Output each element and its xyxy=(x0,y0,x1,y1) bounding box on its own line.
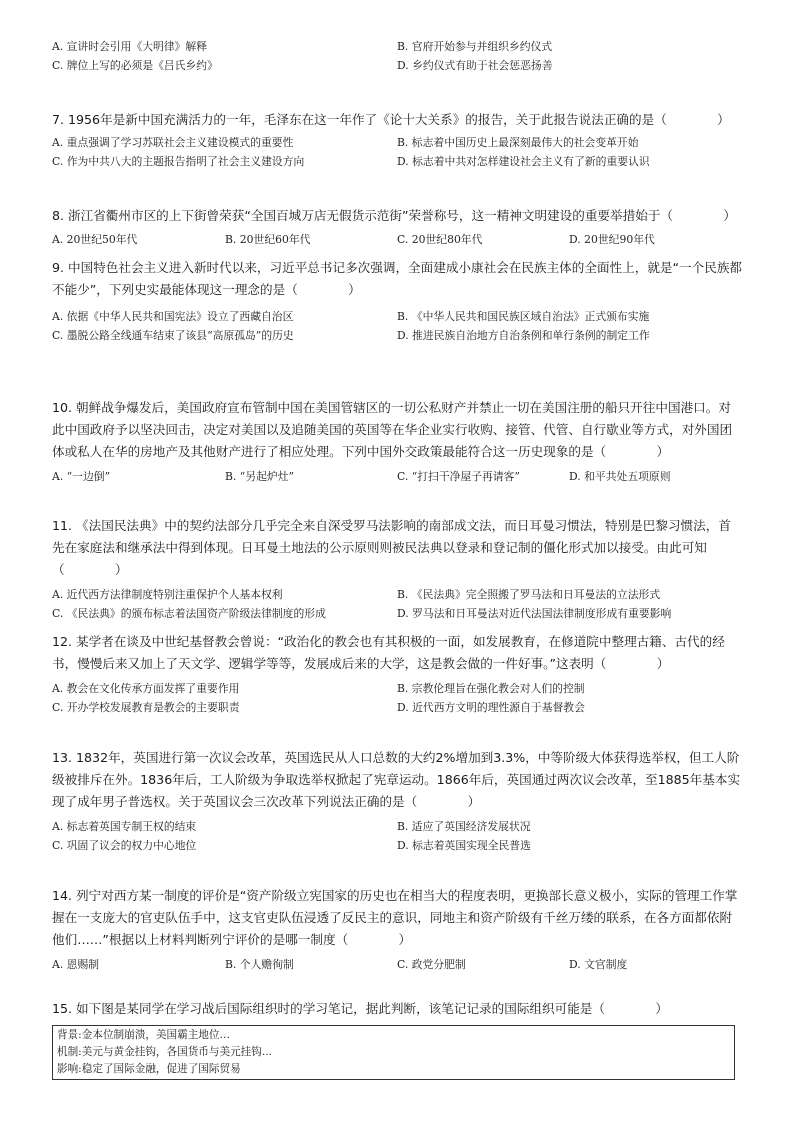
question-14 xyxy=(52,885,742,975)
question-15-stem: 15. 如下图是某同学在学习战后国际组织时的学习笔记，据此判断，该笔记记录的国际组织可能是（ ） xyxy=(52,1001,668,1016)
option-d[interactable]: D. 20世纪90年代 xyxy=(569,233,655,246)
option-c[interactable]: C. 20世纪80年代 xyxy=(397,233,483,246)
option-c[interactable]: C. 巩固了议会的权力中心地位 xyxy=(52,839,197,852)
option-d[interactable]: D. 文官制度 xyxy=(569,958,628,971)
option-a[interactable]: A. “一边倒” xyxy=(52,470,111,483)
question-11 xyxy=(52,515,742,624)
question-11-stem: 11. 《法国民法典》中的契约法部分几乎完全来自深受罗马法影响的南部成文法，而日耳曼习惯法，特别是巴黎习惯法，首先在家庭法和继承法中得到体现。日耳曼土地法的公示原则则被民法典以登录和登记制的僵化形式加以接受。由此可知（ ） xyxy=(52,518,731,577)
question-15 xyxy=(52,998,742,1020)
question-9-stem: 9. 中国特色社会主义进入新时代以来，习近平总书记多次强调，全面建成小康社会在民族主体的全面性上，就是“一个民族都不能少”，下列史实最能体现这一理念的是（ ） xyxy=(52,260,743,297)
option-b[interactable]: B. 适应了英国经济发展状况 xyxy=(397,820,531,833)
question-14-stem: 14. 列宁对西方某一制度的评价是“资产阶级立宪国家的历史也在相当大的程度表明，更换部长意义极小，实际的管理工作掌握在一支庞大的官吏队伍手中，这支官吏队伍浸透了反民主的意识，同地主和资产阶级有千丝万缕的联系，在各方面都依附他们……”根据以上材料判断列宁评价的是哪一制度（ ） xyxy=(52,888,738,947)
option-b[interactable]: B. 宗教伦理旨在强化教会对人们的控制 xyxy=(397,682,585,695)
question-8 xyxy=(52,205,742,250)
option-a[interactable]: A. 近代西方法律制度特别注重保护个人基本权利 xyxy=(52,588,283,601)
option-d[interactable]: D. 罗马法和日耳曼法对近代法国法律制度形成有重要影响 xyxy=(397,607,672,620)
option-a[interactable]: A. 依据《中华人民共和国宪法》设立了西藏自治区 xyxy=(52,310,294,323)
option-c[interactable]: C. 牌位上写的必须是《吕氏乡约》 xyxy=(52,59,218,72)
option-d[interactable]: D. 和平共处五项原则 xyxy=(569,470,671,483)
question-13-stem: 13. 1832年，英国进行第一次议会改革，英国选民从人口总数的大约2%增加到3.3%，中等阶级大体获得选举权，但工人阶级被排斥在外。1836年后，工人阶级为争取选举权掀起了宪章运动。1866年后，英国通过两次议会改革，至1885年基本实现了成年男子普选权。关于英国议会三次改革下列说法正确的是（ ） xyxy=(52,750,741,809)
option-b[interactable]: B. 《中华人民共和国民族区域自治法》正式颁布实施 xyxy=(397,310,650,323)
notes-impact-line: 影响:稳定了国际金融，促进了国际贸易 xyxy=(57,1063,241,1075)
option-b[interactable]: B. “另起炉灶” xyxy=(225,470,295,483)
option-a[interactable]: A. 标志着英国专制王权的结束 xyxy=(52,820,197,833)
option-a[interactable]: A. 20世纪50年代 xyxy=(52,233,138,246)
notes-background-line: 背景:金本位制崩溃，美国霸主地位… xyxy=(57,1029,231,1041)
option-a[interactable]: A. 重点强调了学习苏联社会主义建设模式的重要性 xyxy=(52,136,294,149)
question-12-stem: 12. 某学者在谈及中世纪基督教会曾说：“政治化的教会也有其积极的一面，如发展教育，在修道院中整理古籍、古代的经书，慢慢后来又加上了天文学、逻辑学等等，发展成后来的大学，这是教会做的一件好事。”这表明（ ） xyxy=(52,634,725,671)
option-c[interactable]: C. 开办学校发展教育是教会的主要职责 xyxy=(52,701,240,714)
option-c[interactable]: C. “打扫干净屋子再请客” xyxy=(397,470,520,483)
option-d[interactable]: D. 近代西方文明的理性源自于基督教会 xyxy=(397,701,585,714)
notes-mechanism-line: 机制:美元与黄金挂钩，各国货币与美元挂钩... xyxy=(57,1046,272,1058)
option-d[interactable]: D. 标志着英国实现全民普选 xyxy=(397,839,531,852)
question-9 xyxy=(52,257,742,346)
option-c[interactable]: C. 墨脱公路全线通车结束了该县“高原孤岛”的历史 xyxy=(52,329,294,342)
question-10-stem: 10. 朝鲜战争爆发后，美国政府宣布管制中国在美国管辖区的一切公私财产并禁止一切在美国注册的船只开往中国港口。对此中国政府予以坚决回击，决定对美国以及追随美国的英国等在华企业实行收购、接管、代管、自行歇业等方式，对外国团体或私人在华的房地产及其他财产进行了相应处理。下列中国外交政策最能符合这一历史现象的是（ ） xyxy=(52,400,733,459)
option-c[interactable]: C. 政党分肥制 xyxy=(397,958,466,971)
option-c[interactable]: C. 《民法典》的颁布标志着法国资产阶级法律制度的形成 xyxy=(52,607,326,620)
study-notes-box xyxy=(52,1025,735,1080)
option-b[interactable]: B. 20世纪60年代 xyxy=(225,233,311,246)
option-d[interactable]: D. 标志着中共对怎样建设社会主义有了新的重要认识 xyxy=(397,155,650,168)
question-12 xyxy=(52,631,742,718)
option-b[interactable]: B. 《民法典》完全照搬了罗马法和日耳曼法的立法形式 xyxy=(397,588,661,601)
question-7 xyxy=(52,109,742,172)
question-6-tail xyxy=(52,38,742,76)
option-d[interactable]: D. 乡约仪式有助于社会惩恶扬善 xyxy=(397,59,553,72)
option-a[interactable]: A. 教会在文化传承方面发挥了重要作用 xyxy=(52,682,240,695)
option-c[interactable]: C. 作为中共八大的主题报告指明了社会主义建设方向 xyxy=(52,155,305,168)
option-d[interactable]: D. 推进民族自治地方自治条例和单行条例的制定工作 xyxy=(397,329,650,342)
question-8-stem: 8. 浙江省衢州市区的上下街曾荣获“全国百城万店无假货示范街”荣誉称号，这一精神文明建设的重要举措始于（ ） xyxy=(52,208,736,223)
option-b[interactable]: B. 标志着中国历史上最深刻最伟大的社会变革开始 xyxy=(397,136,639,149)
option-a[interactable]: A. 宣讲时会引用《大明律》解释 xyxy=(52,40,208,53)
question-10 xyxy=(52,397,742,487)
option-b[interactable]: B. 个人赡徇制 xyxy=(225,958,294,971)
option-a[interactable]: A. 恩赐制 xyxy=(52,958,100,971)
option-b[interactable]: B. 官府开始参与并组织乡约仪式 xyxy=(397,40,553,53)
question-13 xyxy=(52,747,742,856)
question-7-stem: 7. 1956年是新中国充满活力的一年，毛泽东在这一年作了《论十大关系》的报告，关于此报告说法正确的是（ ） xyxy=(52,112,730,127)
